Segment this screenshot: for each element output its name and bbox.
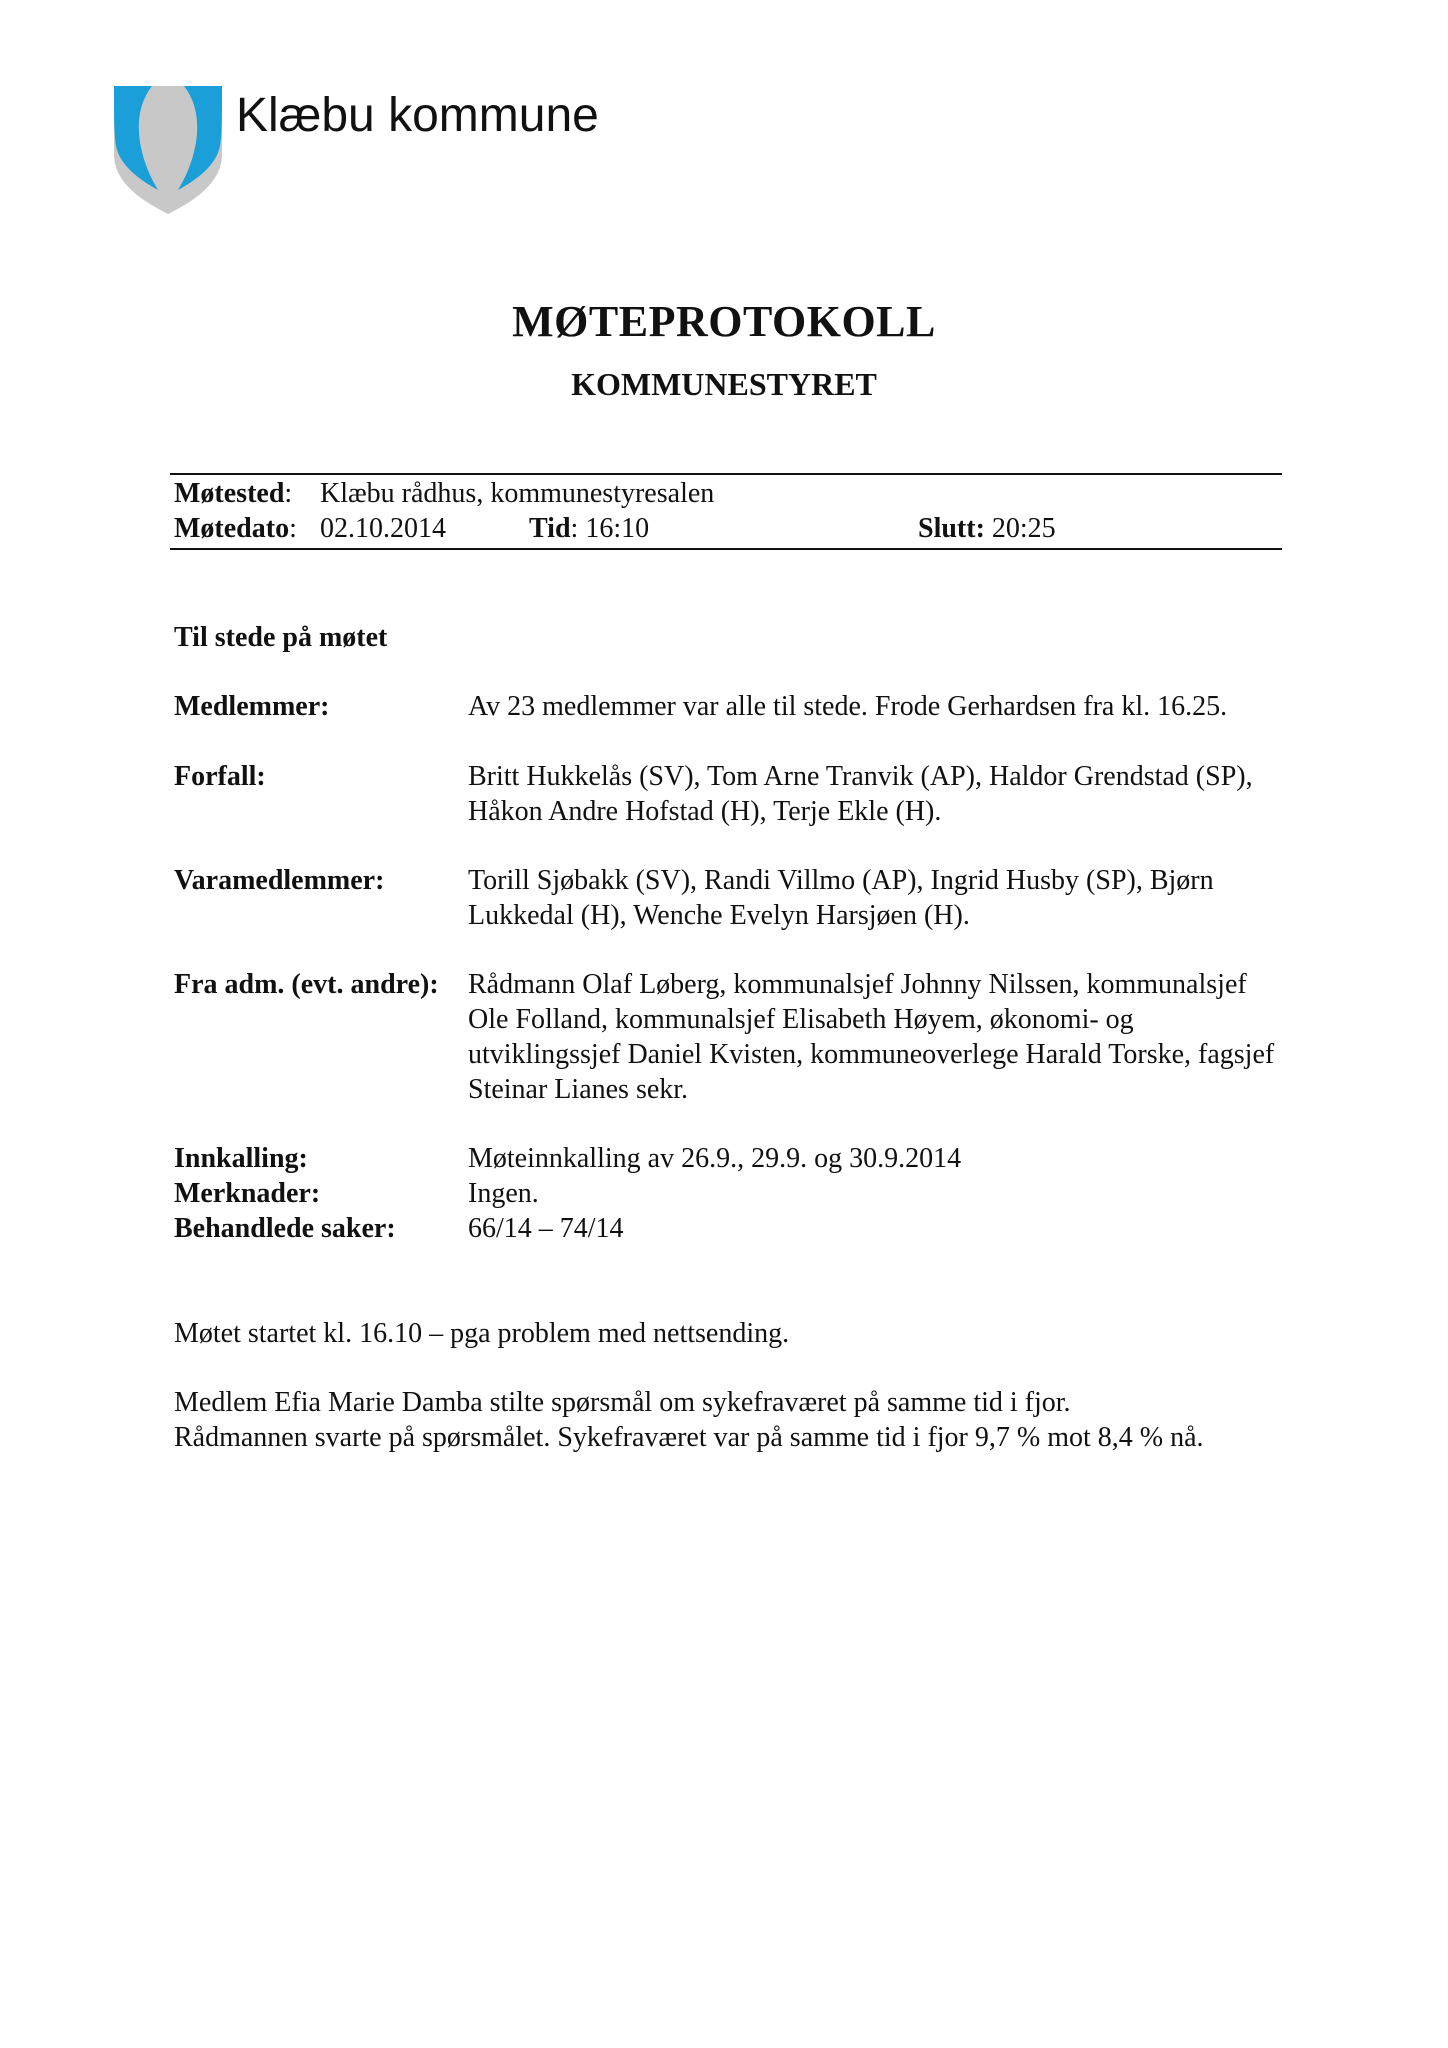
cases-value: 66/14 – 74/14 [468, 1213, 624, 1244]
start-note: Møtet startet kl. 16.10 – pga problem med nettsending. [174, 1318, 790, 1349]
meeting-date-row [174, 513, 1056, 545]
remarks-value: Ingen. [468, 1178, 539, 1209]
organization-name: Klæbu kommune [236, 89, 599, 142]
members-label: Medlemmer: [174, 691, 330, 722]
meeting-time-value: 16:10 [585, 513, 650, 544]
absent-value: Britt Hukkelås (SV), Tom Arne Tranvik (AP), Haldor Grendstad (SP), Håkon Andre Hofstad (H), Terje Ekle (H). [468, 761, 1253, 827]
invitation-value: Møteinnkalling av 26.9., 29.9. og 30.9.2014 [468, 1143, 962, 1174]
meta-bottom-rule [170, 548, 1282, 550]
document-title: MØTEPROTOKOLL [512, 297, 936, 346]
meeting-place-row [174, 478, 715, 510]
invitation-label: Innkalling: [174, 1143, 308, 1174]
meeting-time [529, 513, 649, 545]
coat-of-arms-shield [112, 84, 224, 214]
meeting-end-value: 20:25 [991, 513, 1056, 544]
meeting-place-label: Møtested [174, 478, 285, 509]
remarks-label: Merknader: [174, 1178, 321, 1209]
question-note: Medlem Efia Marie Damba stilte spørsmål om sykefraværet på samme tid i fjor. [174, 1387, 1071, 1418]
meeting-end [918, 513, 1056, 545]
meeting-time-separator: : [570, 513, 579, 544]
meeting-end-label: Slutt: [918, 513, 985, 544]
meeting-date-label: Møtedato [174, 513, 290, 544]
meeting-place-value: Klæbu rådhus, kommunestyresalen [320, 478, 715, 509]
deputies-label: Varamedlemmer: [174, 865, 385, 896]
admin-label: Fra adm. (evt. andre): [174, 969, 439, 1000]
document-subtitle: KOMMUNESTYRET [571, 366, 877, 402]
absent-label: Forfall: [174, 761, 266, 792]
deputies-value: Torill Sjøbakk (SV), Randi Villmo (AP), Ingrid Husby (SP), Bjørn Lukkedal (H), Wenche Evelyn Harsjøen (H). [468, 865, 1214, 931]
members-value: Av 23 medlemmer var alle til stede. Frode Gerhardsen fra kl. 16.25. [468, 691, 1228, 722]
meeting-time-label: Tid [529, 513, 571, 544]
klaebu-coat-of-arms-icon [112, 84, 224, 214]
attendance-heading: Til stede på møtet [174, 622, 388, 653]
meeting-date-value: 02.10.2014 [320, 513, 446, 544]
cases-label: Behandlede saker: [174, 1213, 396, 1244]
meeting-date-separator: : [289, 513, 297, 544]
meeting-place-separator: : [284, 478, 293, 509]
answer-note: Rådmannen svarte på spørsmålet. Sykefraværet var på samme tid i fjor 9,7 % mot 8,4 % nå. [174, 1422, 1204, 1453]
meta-top-rule [170, 473, 1282, 475]
admin-value: Rådmann Olaf Løberg, kommunalsjef Johnny Nilssen, kommunalsjef Ole Folland, kommunalsjef Elisabeth Høyem, økonomi- og utviklingssjef Daniel Kvisten, kommuneoverlege Harald Torske, fagsjef Steinar Lianes sekr. [468, 969, 1275, 1105]
